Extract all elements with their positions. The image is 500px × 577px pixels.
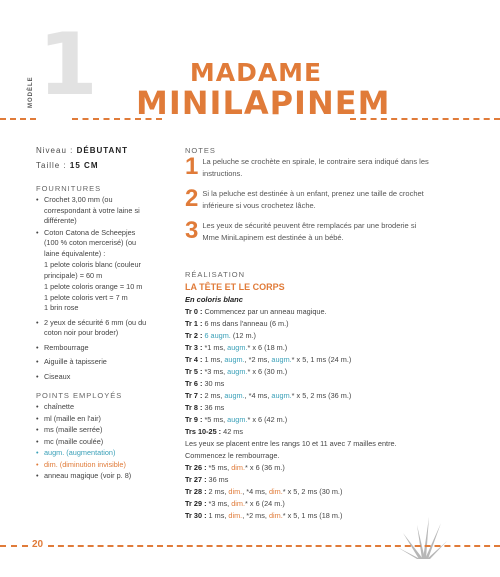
row-text: * x 6 (42 m.) xyxy=(247,415,288,424)
row-text: 2 ms, xyxy=(202,391,225,400)
row-label: Tr 27 : xyxy=(185,475,207,484)
stitches-heading: POINTS EMPLOYÉS xyxy=(36,391,123,400)
note-text: Si la peluche est destinée à un enfant, prenez une taille de crochet inférieure si vous crochetez lâche. xyxy=(202,189,424,210)
instruction-row xyxy=(185,414,440,426)
row-text: * x 6 (24 m.) xyxy=(245,499,285,508)
page-number: 20 xyxy=(32,539,44,550)
instruction-row xyxy=(185,426,440,438)
row-text: * x 5, 2 ms (30 m.) xyxy=(282,487,343,496)
plant-illustration xyxy=(395,515,450,560)
row-text: 36 ms xyxy=(206,475,229,484)
stitch-item-increase: • augm. (augmentation) xyxy=(36,448,154,459)
row-text: , *2 ms, xyxy=(242,511,269,520)
row-text: * x 6 (30 m.) xyxy=(247,367,288,376)
note-text: La peluche se crochète en spirale, le contraire sera indiqué dans les instructions. xyxy=(202,157,429,178)
row-text: *5 ms, xyxy=(206,463,232,472)
supply-item: • Ciseaux xyxy=(36,372,148,383)
instruction-rows xyxy=(185,306,440,522)
note-number: 3 xyxy=(185,217,199,244)
instruction-row xyxy=(185,390,440,402)
size-value: 15 CM xyxy=(69,161,99,170)
row-text: 6 ms dans l'anneau (6 m.) xyxy=(202,319,289,328)
row-label: Tr 29 : xyxy=(185,499,207,508)
increase-mark: 6 augm. xyxy=(204,331,231,340)
supplies-heading: FOURNITURES xyxy=(36,184,102,193)
instruction-row xyxy=(185,306,440,318)
increase-mark: augm. xyxy=(227,415,248,424)
stitches-list xyxy=(36,402,154,483)
header-dash-left xyxy=(0,118,36,120)
stitch-item: • ms (maille serrée) xyxy=(36,425,154,436)
part-title: LA TÊTE ET LE CORPS xyxy=(185,282,285,292)
instruction-row xyxy=(185,462,440,474)
stitch-item: • anneau magique (voir p. 8) xyxy=(36,471,154,482)
supply-subitem: 1 pelote coloris vert = 7 m xyxy=(44,292,128,302)
row-text: *1 ms, xyxy=(202,343,228,352)
row-label: Tr 7 : xyxy=(185,391,203,400)
row-text: 30 ms xyxy=(202,379,225,388)
row-text: *5 ms, xyxy=(202,415,228,424)
supply-subitem: 1 brin rose xyxy=(44,303,79,312)
stitch-item: • chaînette xyxy=(36,402,154,413)
row-label: Tr 5 : xyxy=(185,367,203,376)
row-text: 36 ms xyxy=(202,403,225,412)
size-label: Taille : xyxy=(36,161,67,170)
row-text: * x 5, 1 ms (18 m.) xyxy=(282,511,343,520)
footer-dash-left xyxy=(0,545,28,547)
supply-item: • Crochet 3,00 mm (ou correspondant à votre laine si différente) xyxy=(36,195,148,227)
instructions-heading: RÉALISATION xyxy=(185,270,246,279)
instruction-row xyxy=(185,378,440,390)
increase-mark: augm. xyxy=(271,391,292,400)
row-text: * x 5, 1 ms (24 m.) xyxy=(291,355,352,364)
note-item xyxy=(185,153,430,180)
row-text: Les yeux se placent entre les rangs 10 et 11 avec 7 mailles entre. xyxy=(185,439,397,448)
row-text: * x 6 (18 m.) xyxy=(247,343,288,352)
instruction-row xyxy=(185,354,440,366)
stitch-item: • ml (maille en l'air) xyxy=(36,414,154,425)
supplies-list xyxy=(36,195,148,383)
row-label: Tr 3 : xyxy=(185,343,203,352)
row-label: Tr 4 : xyxy=(185,355,203,364)
increase-mark: augm. xyxy=(224,391,245,400)
instruction-row xyxy=(185,498,440,510)
instruction-row xyxy=(185,450,440,462)
row-text: Commencez par un anneau magique. xyxy=(202,307,327,316)
color-note: En coloris blanc xyxy=(185,295,243,304)
notes-heading: NOTES xyxy=(185,146,216,155)
increase-mark: augm. xyxy=(271,355,292,364)
instruction-row xyxy=(185,438,440,450)
row-label: Tr 0 : xyxy=(185,307,203,316)
title-line2: MINILAPINEM xyxy=(136,84,391,122)
row-text: , *2 ms, xyxy=(244,355,272,364)
row-text: * x 5, 2 ms (36 m.) xyxy=(291,391,352,400)
size-line xyxy=(36,161,98,170)
row-text: 1 ms, xyxy=(206,511,229,520)
row-text: , *4 ms, xyxy=(242,487,269,496)
instruction-row xyxy=(185,402,440,414)
level-label: Niveau : xyxy=(36,146,74,155)
row-label: Tr 28 : xyxy=(185,487,207,496)
row-text: *3 ms, xyxy=(202,367,228,376)
decrease-mark: dim. xyxy=(228,511,243,520)
decrease-mark: dim. xyxy=(268,487,283,496)
title-line1: MADAME xyxy=(189,58,323,87)
level-line xyxy=(36,146,128,155)
row-text: , *4 ms, xyxy=(244,391,272,400)
supply-subitem: 1 pelote coloris orange = 10 m xyxy=(44,282,143,291)
row-label: Tr 9 : xyxy=(185,415,203,424)
note-number: 2 xyxy=(185,185,199,212)
row-label: Tr 8 : xyxy=(185,403,203,412)
row-text: (12 m.) xyxy=(230,331,256,340)
level-value: DÉBUTANT xyxy=(76,146,128,155)
notes-list xyxy=(185,153,430,252)
decrease-mark: dim. xyxy=(231,499,246,508)
instruction-row xyxy=(185,366,440,378)
increase-mark: augm. xyxy=(227,367,248,376)
instruction-row xyxy=(185,342,440,354)
supply-item: • 2 yeux de sécurité 6 mm (ou du coton noir pour broder) xyxy=(36,318,148,339)
decrease-mark: dim. xyxy=(228,487,243,496)
note-item xyxy=(185,217,430,244)
note-text: Les yeux de sécurité peuvent être remplacés par une broderie si Mme MiniLapinem est destinée à un bébé. xyxy=(202,221,417,242)
instruction-row xyxy=(185,318,440,330)
row-text: *3 ms, xyxy=(206,499,232,508)
row-text: * x 6 (36 m.) xyxy=(245,463,285,472)
stitch-item-decrease: • dim. (diminution invisible) xyxy=(36,460,154,471)
row-label: Tr 26 : xyxy=(185,463,207,472)
increase-mark: augm. xyxy=(224,355,245,364)
model-label: MODÈLE xyxy=(28,76,34,108)
row-text: 42 ms xyxy=(221,427,244,436)
instruction-row xyxy=(185,330,440,342)
row-text: Commencez le rembourrage. xyxy=(185,451,280,460)
row-label: Tr 1 : xyxy=(185,319,203,328)
row-label: Trs 10-25 : xyxy=(185,427,222,436)
note-item xyxy=(185,185,430,212)
supply-item: • Coton Catona de Scheepjes (100 % coton mercerisé) (ou laine équivalente) : xyxy=(36,228,148,260)
instruction-row xyxy=(185,474,440,486)
increase-mark: augm. xyxy=(227,343,248,352)
row-text: 1 ms, xyxy=(202,355,225,364)
row-label: Tr 6 : xyxy=(185,379,203,388)
decrease-mark: dim. xyxy=(231,463,246,472)
stitch-item: • mc (maille coulée) xyxy=(36,437,154,448)
row-label: Tr 30 : xyxy=(185,511,207,520)
footer-dash-right xyxy=(48,545,500,547)
instruction-row xyxy=(185,486,440,498)
supply-item: • Rembourrage xyxy=(36,343,148,354)
supply-item: • Aiguille à tapisserie xyxy=(36,357,148,368)
row-label: Tr 2 : xyxy=(185,331,203,340)
note-number: 1 xyxy=(185,153,199,180)
row-text: 2 ms, xyxy=(206,487,229,496)
model-number: 1 xyxy=(38,15,98,115)
supply-subitem: 1 pelote coloris blanc (couleur principale) = 60 m xyxy=(44,260,141,280)
decrease-mark: dim. xyxy=(268,511,283,520)
